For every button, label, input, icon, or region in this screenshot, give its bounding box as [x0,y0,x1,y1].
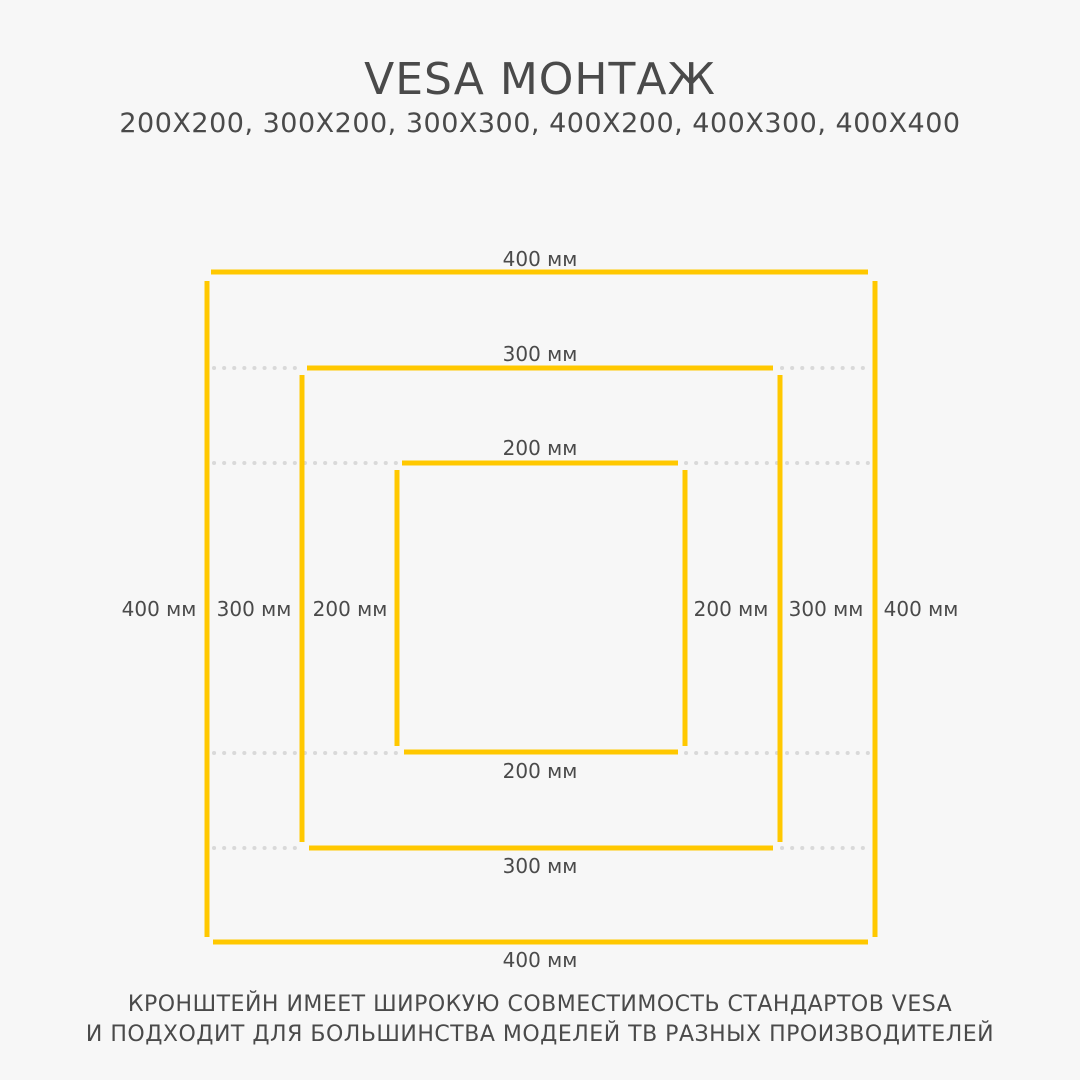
label-inner-left: 200 мм [312,597,388,621]
page-title: VESA МОНТАЖ [364,54,716,105]
label-inner-top: 200 мм [502,436,578,460]
footer-line-2: И ПОДХОДИТ ДЛЯ БОЛЬШИНСТВА МОДЕЛЕЙ ТВ РАЗНЫХ ПРОИЗВОДИТЕЛЕЙ [85,1022,995,1047]
frame-lines [207,272,875,942]
label-outer-top: 400 мм [502,247,578,271]
label-middle-left: 300 мм [216,597,292,621]
footer-line-1: КРОНШТЕЙН ИМЕЕТ ШИРОКУЮ СОВМЕСТИМОСТЬ СТАНДАРТОВ VESA [127,992,953,1017]
label-outer-left: 400 мм [121,597,197,621]
label-outer-right: 400 мм [883,597,959,621]
label-outer-bottom: 400 мм [502,948,578,972]
label-middle-right: 300 мм [788,597,864,621]
label-inner-bottom: 200 мм [502,759,578,783]
label-inner-right: 200 мм [693,597,769,621]
compatibility-note [0,990,1080,1050]
page-subtitle: 200X200, 300X200, 300X300, 400X200, 400X300, 400X400 [119,108,961,139]
label-middle-top: 300 мм [502,342,578,366]
label-middle-bottom: 300 мм [502,854,578,878]
